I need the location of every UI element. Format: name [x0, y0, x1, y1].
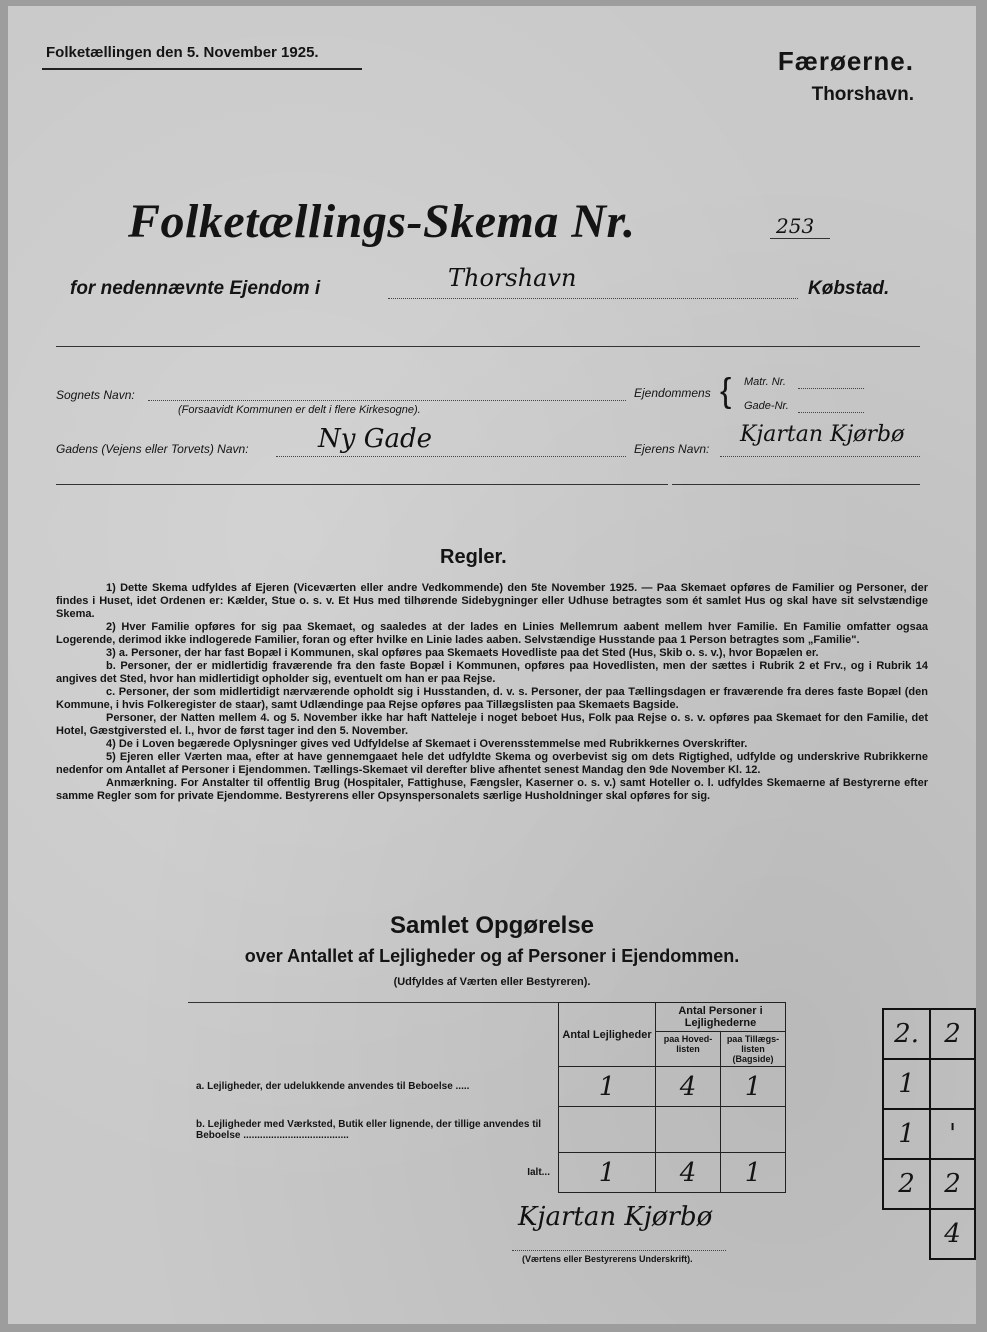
owner-line: [720, 456, 920, 457]
summary-note: (Udfyldes af Værten eller Bestyreren).: [393, 976, 591, 988]
tally-r3-c2: ': [930, 1109, 975, 1159]
brace-icon: {: [720, 372, 732, 410]
col-header-supplement-list: paa Tillægs-listen (Bagside): [726, 1034, 780, 1064]
tally-r2-c2: [930, 1059, 975, 1109]
signature-caption: (Værtens eller Bestyrerens Underskrift).: [522, 1254, 693, 1264]
tally-r4-c2: 2: [930, 1159, 975, 1209]
rule-persons-night: Personer, der Natten mellem 4. og 5. November ikke har haft Natteleje i noget beboet Hus, Folk paa Rejse o. s. v. opføres paa Skemaet for den Familie, det Hotel, Gæstgiversted el. l., hvor de først tager ind den 5. November.: [56, 712, 928, 737]
summary-subheading: over Antallet af Lejligheder og af Personer i Ejendommen.: [244, 946, 740, 966]
signature-handwritten: Kjartan Kjørbø: [518, 1202, 713, 1232]
rule-5: 5) Ejeren eller Værten maa, efter at have gennemgaaet hele det udfyldte Skema og overbevist sig om dets Rigtighed, udfylde og underskrive Rubrikkerne nedenfor om Antallet af Personer i Ejendommen. Tællings-Skemaet vil derefter blive afhentet senest Mandag den 9de November Kl. 12.: [56, 751, 928, 776]
signature-line: [512, 1250, 726, 1251]
row-a-supplement-list: 1: [721, 1067, 786, 1107]
rule-4: 4) De i Loven begærede Oplysninger gives ved Udfyldelse af Skemaet i Overensstemmelse med Rubrikkernes Overskrifter.: [106, 738, 748, 750]
tally-r2-c1: 1: [883, 1059, 930, 1109]
rule-3b: b. Personer, der er midlertidig fraværende fra den faste Bopæl i Kommunen, opføres paa Hovedlisten, men der sættes i Rubrik 2 et Frv., og i Rubrik 14 angives det Sted, hvor han midlertidigt opholder sig, eventuelt om han er paa Rejse.: [56, 660, 928, 685]
row-b-main-list: [656, 1107, 721, 1153]
tally-r1-c2: 2: [930, 1009, 975, 1059]
kommune-line: [388, 298, 798, 299]
owner-handwritten: Kjartan Kjørbø: [740, 422, 905, 447]
region-name: Færøerne.: [777, 46, 914, 76]
rules-text: [56, 582, 928, 803]
street-line: [276, 456, 626, 457]
parish-note: (Forsaavidt Kommunen er delt i flere Kirkesogne).: [178, 404, 421, 416]
summary-heading: Samlet Opgørelse: [389, 912, 595, 939]
total-main-list: 4: [656, 1153, 721, 1193]
tally-r3-c1: 1: [883, 1109, 930, 1159]
tally-r4-c1: 2: [883, 1159, 930, 1209]
row-a-apartments: 1: [559, 1067, 656, 1107]
divider-fields-left: [56, 484, 668, 485]
row-b-supplement-list: [721, 1107, 786, 1153]
parish-line: [148, 400, 626, 401]
rule-3a: 3) a. Personer, der har fast Bopæl i Kommunen, skal opføres paa Skemaets Hovedliste paa det Sted (Hus, Skib o. s. v.), hvor Bopælen er.: [106, 647, 819, 659]
census-date: Folketællingen den 5. November 1925.: [46, 44, 319, 61]
total-supplement-list: 1: [721, 1153, 786, 1193]
total-label: Ialt...: [527, 1167, 550, 1178]
gade-nr-line: [798, 412, 864, 413]
row-a-main-list: 4: [656, 1067, 721, 1107]
parish-label: Sognets Navn:: [56, 388, 135, 402]
summary-table: [188, 1002, 786, 1193]
form-number-handwritten: 253: [776, 214, 815, 238]
rule-1: 1) Dette Skema udfyldes af Ejeren (Viceværten eller andre Vedkommende) den 5te November 1925. — Paa Skemaet opføres de Familier og Personer, der findes i Huset, idet Ordenen er: Kælder, Stue o. s. v. Et Hus med tilhørende Sidebygninger eller Udhuse betragtes som ét samlet Hus og skal have sit selvstændige Skema.: [56, 582, 928, 620]
form-number-line: [770, 238, 830, 239]
row-b-label: b. Lejligheder med Værksted, Butik eller lignende, der tillige anvendes til Beboelse ......................................: [188, 1107, 559, 1153]
col-header-persons: Antal Personer i Lejlighederne: [656, 1003, 785, 1032]
form-title: Folketællings-Skema Nr.: [128, 195, 636, 248]
matr-nr-line: [798, 388, 864, 389]
divider-fields-right: [672, 484, 920, 485]
rule-2: 2) Hver Familie opføres for sig paa Skemaet, og saaledes at der lades en Linies Mellemrum aabent mellem hver Familie. En Familie omfatter ogsaa Logerende, derimod ikke indlogerede Familier, foran og efter hvilke en Linie lades aaben. Selvstændige Husstande paa 1 Person betragtes som „Familie".: [56, 621, 928, 646]
kommune-handwritten: Thorshavn: [448, 264, 577, 292]
rule-note: Anmærkning. For Anstalter til offentlig Brug (Hospitaler, Fattighuse, Fængsler, Kaserner o. s. v.) samt Hoteller o. l. udfyldes Skemaerne af Bestyrerne efter samme Regler som for private Ejendomme. Bestyrerens eller Opsynspersonalets særlige Husholdninger skal opføres for sig.: [56, 777, 928, 802]
property-intro-label: for nedennævnte Ejendom i: [70, 278, 321, 299]
row-b-apartments: [559, 1107, 656, 1153]
matr-nr-label: Matr. Nr.: [744, 376, 786, 388]
tally-r1-c1: 2.: [883, 1009, 930, 1059]
street-handwritten: Ny Gade: [318, 424, 433, 454]
owner-label: Ejerens Navn:: [634, 442, 710, 456]
total-apartments: 1: [559, 1153, 656, 1193]
property-label: Ejendommens: [634, 386, 711, 400]
col-header-main-list: paa Hoved-listen: [656, 1032, 721, 1066]
census-form-page: [8, 6, 976, 1324]
rules-heading: Regler.: [440, 546, 507, 568]
row-a-label: a. Lejligheder, der udelukkende anvendes til Beboelse .....: [188, 1067, 559, 1107]
kobstad-label: Købstad.: [808, 278, 890, 299]
gade-nr-label: Gade-Nr.: [744, 400, 789, 412]
tally-r5-c2: 4: [930, 1209, 975, 1259]
street-label: Gadens (Vejens eller Torvets) Navn:: [56, 442, 249, 456]
divider-top: [56, 346, 920, 347]
town-name: Thorshavn.: [811, 84, 914, 105]
col-header-apartments: Antal Lejligheder: [559, 1003, 656, 1067]
side-tally-box: [882, 1008, 976, 1260]
rule-3c: c. Personer, der som midlertidigt nærværende opholdt sig i Husstanden, d. v. s. Personer, der paa Tællingsdagen er fraværende fra deres faste Bopæl (den Kommune, i hvis Folkeregister de staar), samt Udlændinge paa Rejse opføres paa Tillægslisten paa Skemaets Bagside.: [56, 686, 928, 711]
